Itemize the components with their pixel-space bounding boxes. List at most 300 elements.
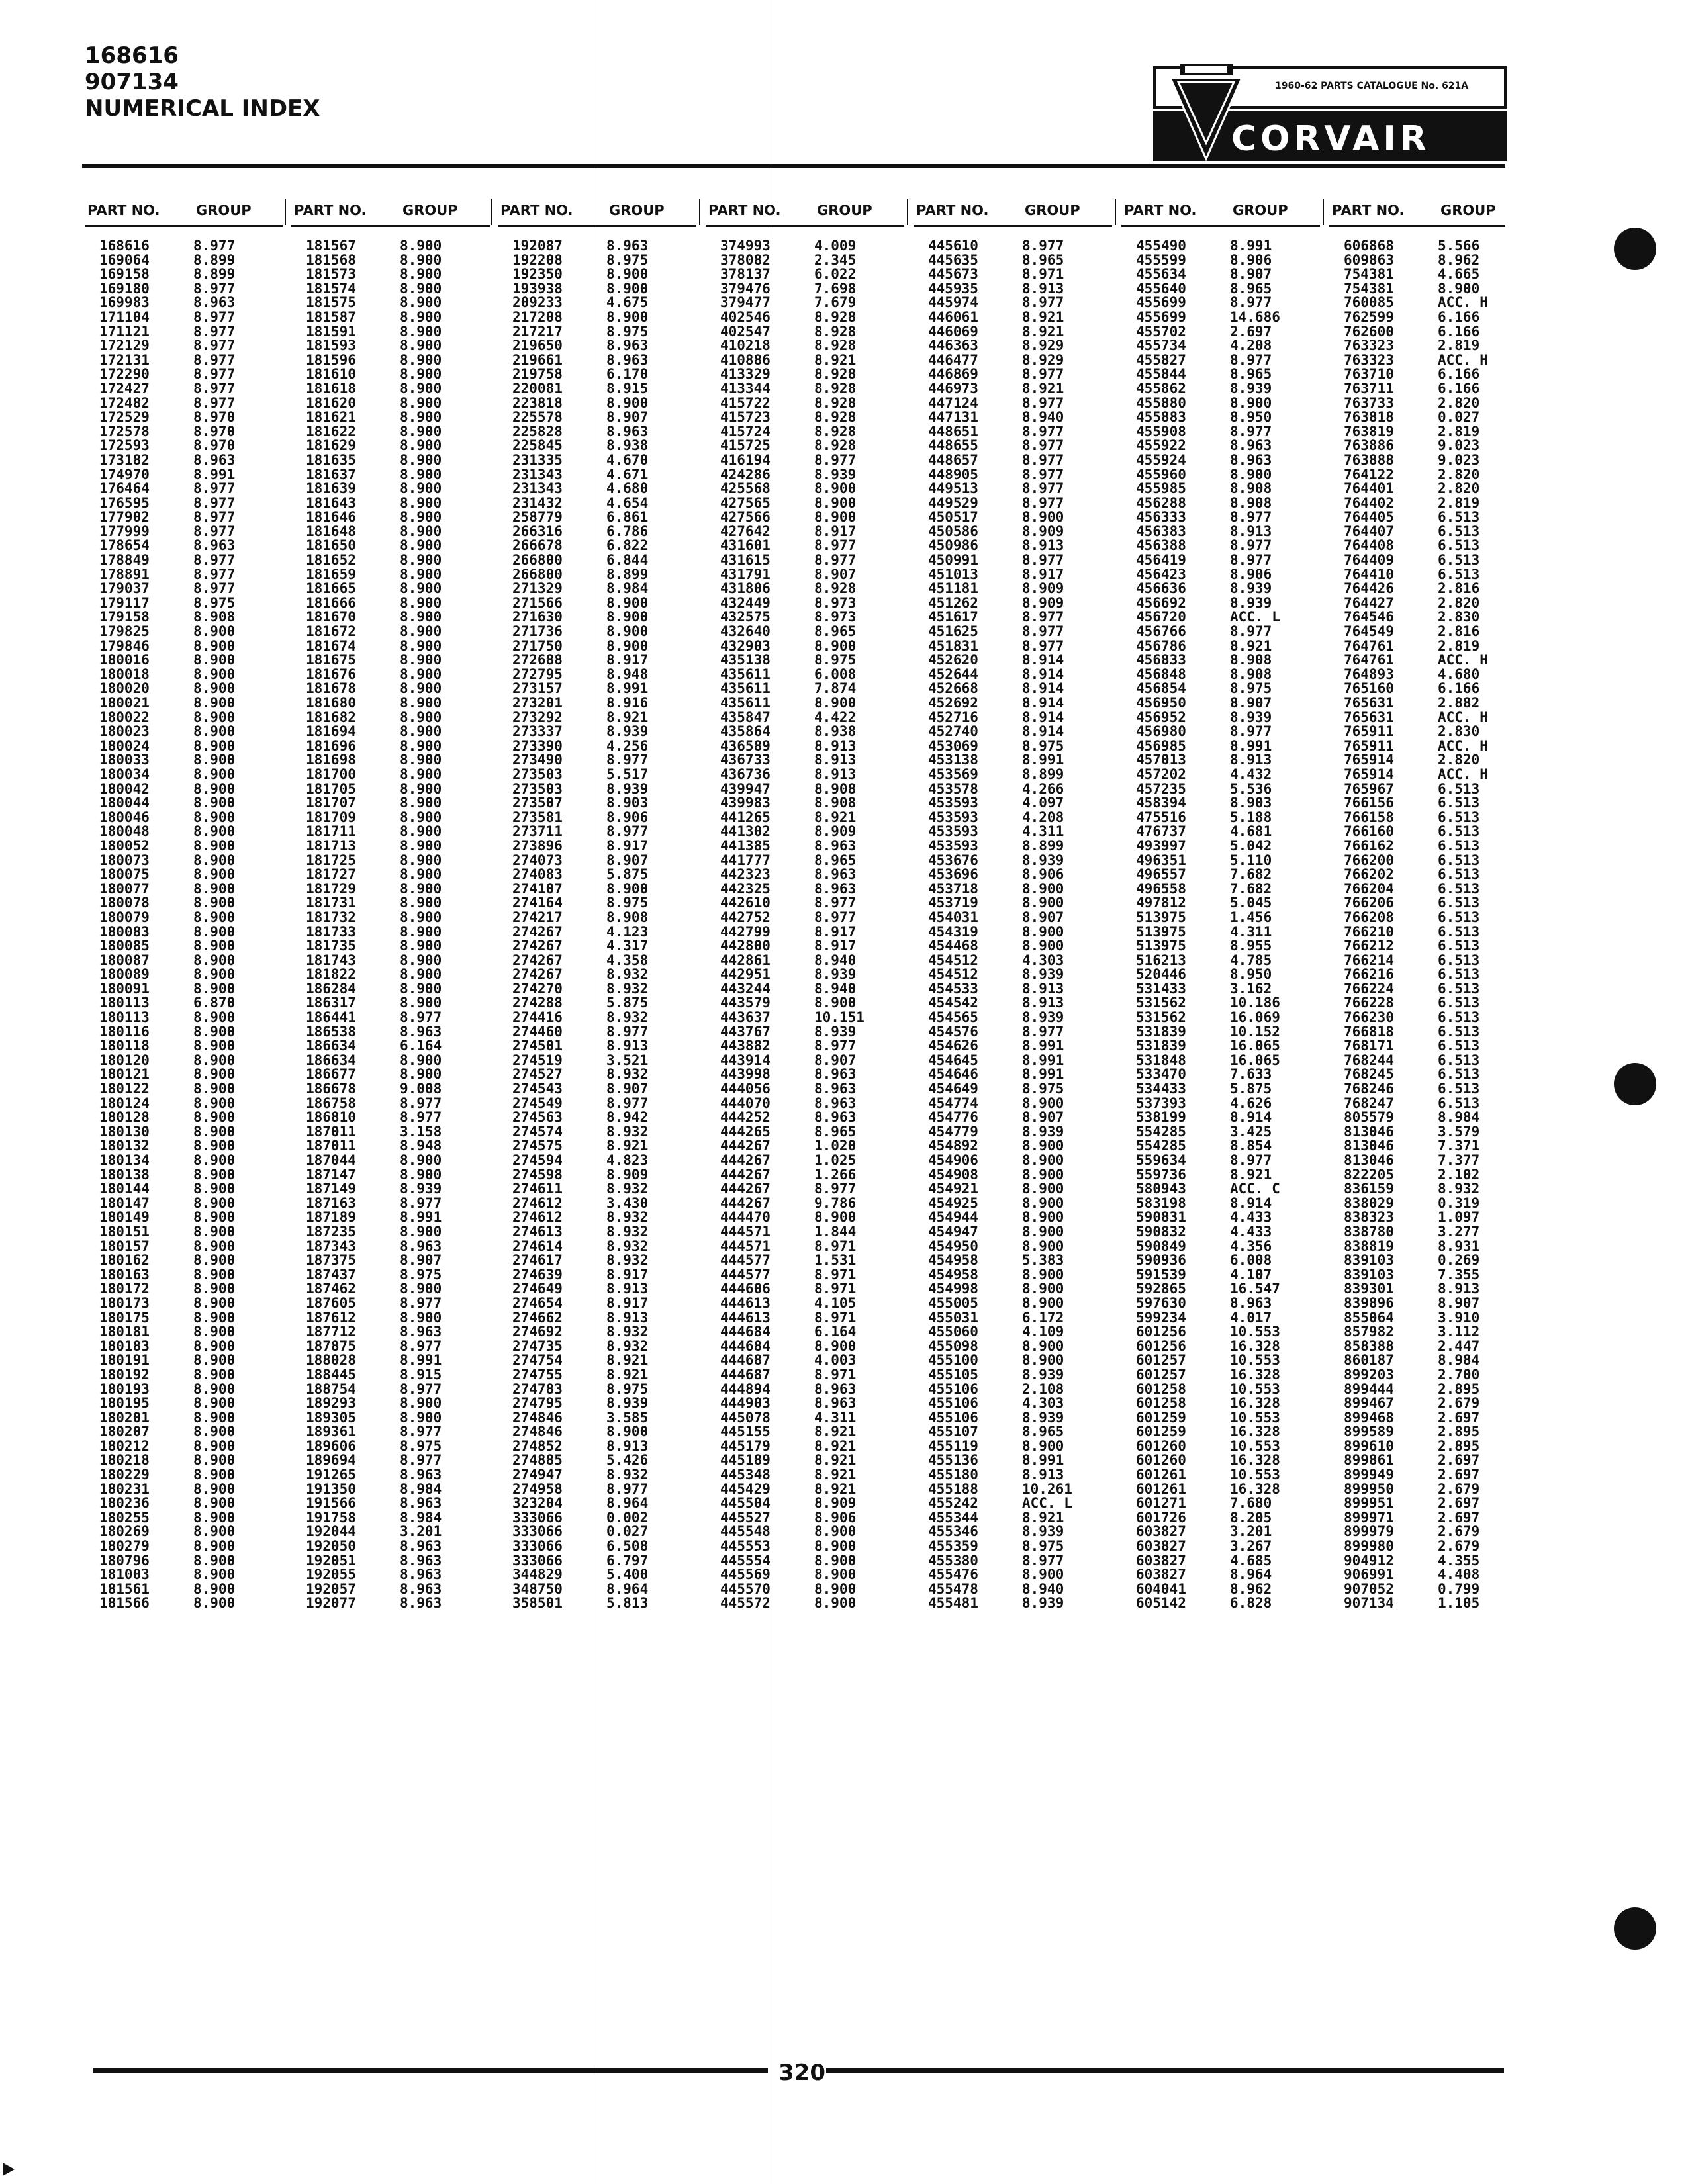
index-row: [498, 610, 696, 625]
index-row: [85, 739, 283, 754]
index-row: [706, 1054, 904, 1068]
index-row: [1121, 1297, 1320, 1311]
index-row: [85, 1225, 283, 1240]
index-row: [706, 496, 904, 511]
index-row: [498, 625, 696, 639]
index-row: [291, 768, 490, 782]
part-number: 450991: [928, 552, 978, 569]
group-number: 0.799: [1438, 1580, 1480, 1597]
group-number: 6.513: [1438, 523, 1480, 539]
index-row: [85, 939, 283, 954]
index-row: [1329, 968, 1505, 982]
part-number: 181621: [306, 409, 356, 426]
part-number: 378082: [720, 251, 771, 268]
part-number: 435611: [720, 666, 771, 682]
group-number: 1.097: [1438, 1209, 1480, 1226]
group-number: 8.900: [1022, 1138, 1064, 1154]
index-row: [85, 1368, 283, 1383]
index-row: [1329, 239, 1505, 253]
group-number: 5.536: [1230, 780, 1272, 797]
part-number: 180229: [99, 1467, 150, 1483]
part-number: 432575: [720, 609, 771, 625]
index-row: [498, 396, 696, 411]
index-row: [291, 582, 490, 596]
group-number: 4.358: [606, 952, 649, 968]
part-number: 455844: [1136, 366, 1186, 383]
group-number: 2.819: [1438, 423, 1480, 439]
group-number: 6.022: [814, 266, 857, 283]
group-number: 6.166: [1438, 366, 1480, 383]
part-number: 180796: [99, 1552, 150, 1569]
index-column: [1121, 199, 1320, 1611]
part-number: 180134: [99, 1152, 150, 1168]
index-row: [914, 1011, 1112, 1025]
group-number: 8.900: [193, 1209, 236, 1226]
group-number: 8.914: [1022, 709, 1064, 725]
index-row: [1329, 682, 1505, 696]
group-number: 8.984: [1438, 1109, 1480, 1126]
index-row: [706, 1125, 904, 1140]
index-row: [85, 639, 283, 654]
part-number: 274073: [512, 852, 563, 868]
part-number: 538199: [1136, 1109, 1186, 1126]
part-number: 187149: [306, 1181, 356, 1197]
index-row: [706, 382, 904, 396]
part-number: 181670: [306, 609, 356, 625]
group-number: 8.963: [400, 1495, 442, 1512]
part-number: 220081: [512, 380, 563, 396]
group-number: 8.900: [193, 752, 236, 768]
group-number: 4.355: [1438, 1552, 1480, 1569]
index-row: [498, 453, 696, 468]
part-number: 266800: [512, 566, 563, 582]
group-number: 8.900: [400, 609, 442, 625]
index-row: [291, 282, 490, 296]
index-row: [1121, 510, 1320, 525]
group-number: 10.186: [1230, 995, 1280, 1011]
index-row: [1329, 668, 1505, 682]
part-number: 455107: [928, 1424, 978, 1440]
part-number: 899467: [1344, 1395, 1394, 1412]
part-number: 454319: [928, 923, 978, 940]
part-number: 181731: [306, 895, 356, 911]
index-row: [1121, 639, 1320, 654]
part-number: 855064: [1344, 1309, 1394, 1326]
part-number: 435611: [720, 680, 771, 697]
index-row: [914, 1383, 1112, 1397]
index-row: [1329, 1554, 1505, 1569]
part-number: 443914: [720, 1052, 771, 1068]
part-number: 442861: [720, 952, 771, 968]
index-row: [706, 1353, 904, 1368]
index-row: [706, 453, 904, 468]
part-number: 181574: [306, 280, 356, 296]
group-number: 6.513: [1438, 1066, 1480, 1083]
group-number: 8.900: [400, 780, 442, 797]
part-number: 181650: [306, 537, 356, 554]
part-number: 231343: [512, 480, 563, 497]
index-row: [291, 453, 490, 468]
part-number: 454645: [928, 1052, 978, 1068]
part-number: 176464: [99, 480, 150, 497]
group-number: 8.977: [1230, 351, 1272, 368]
index-row: [498, 696, 696, 711]
part-number: 448651: [928, 423, 978, 439]
group-number: 8.971: [814, 1366, 857, 1383]
index-row: [1329, 1496, 1505, 1511]
index-row: [85, 725, 283, 739]
group-number: 8.977: [193, 580, 236, 597]
group-number: 8.900: [193, 1009, 236, 1026]
group-number: 8.963: [400, 1467, 442, 1483]
group-number: 6.508: [606, 1538, 649, 1555]
part-number: 455699: [1136, 308, 1186, 325]
index-row: [1121, 525, 1320, 539]
group-number: 8.900: [814, 494, 857, 511]
index-row: [291, 1097, 490, 1111]
group-number: 6.513: [1438, 952, 1480, 968]
index-row: [1121, 1383, 1320, 1397]
group-number: 8.971: [814, 1309, 857, 1326]
index-row: [1329, 625, 1505, 639]
part-number: 455242: [928, 1495, 978, 1512]
index-row: [85, 1168, 283, 1183]
part-number: 180172: [99, 1281, 150, 1297]
group-number: ACC. L: [1230, 609, 1280, 625]
part-number: 444613: [720, 1309, 771, 1326]
part-number: 455100: [928, 1352, 978, 1369]
part-number: 454626: [928, 1038, 978, 1054]
index-row: [706, 1496, 904, 1511]
index-row: [914, 653, 1112, 668]
index-row: [1329, 1082, 1505, 1097]
index-row: [85, 1197, 283, 1211]
index-row: [1329, 854, 1505, 868]
index-row: [1121, 868, 1320, 882]
group-number: 8.917: [1022, 566, 1064, 582]
group-number: 8.900: [814, 637, 857, 654]
part-number: 513975: [1136, 923, 1186, 940]
index-row: [1121, 1068, 1320, 1082]
index-row: [706, 1197, 904, 1211]
part-number: 559634: [1136, 1152, 1186, 1168]
group-number: 8.965: [814, 623, 857, 640]
group-number: 8.900: [400, 280, 442, 296]
index-row: [291, 1596, 490, 1611]
index-row: [1121, 854, 1320, 868]
part-number: 601257: [1136, 1366, 1186, 1383]
group-number: 8.900: [400, 880, 442, 897]
index-row: [706, 1225, 904, 1240]
part-number: 180077: [99, 880, 150, 897]
part-number: 765967: [1344, 780, 1394, 797]
index-row: [706, 911, 904, 925]
group-number: 8.977: [1022, 494, 1064, 511]
part-number: 597630: [1136, 1295, 1186, 1311]
group-number: 7.682: [1230, 866, 1272, 883]
index-row: [1329, 1353, 1505, 1368]
index-row: [291, 325, 490, 340]
group-number: 8.900: [193, 1437, 236, 1454]
index-row: [914, 725, 1112, 739]
part-number: 456985: [1136, 737, 1186, 754]
group-number: 8.965: [814, 1123, 857, 1140]
index-row: [1121, 768, 1320, 782]
part-number: 172482: [99, 394, 150, 411]
group-number: 8.900: [606, 1424, 649, 1440]
index-row: [706, 1468, 904, 1482]
group-number: 6.513: [1438, 780, 1480, 797]
index-row: [85, 1396, 283, 1411]
group-number: 0.269: [1438, 1252, 1480, 1269]
group-number: 4.317: [606, 938, 649, 954]
index-row: [1329, 1054, 1505, 1068]
group-number: 8.963: [814, 866, 857, 883]
group-number: 8.900: [400, 1166, 442, 1183]
group-number: 3.521: [606, 1052, 649, 1068]
group-number: 4.017: [1230, 1309, 1272, 1326]
part-number: 455880: [1136, 394, 1186, 411]
group-number: 8.907: [606, 852, 649, 868]
group-number: 8.977: [1022, 437, 1064, 454]
part-number: 456720: [1136, 609, 1186, 625]
index-row: [498, 854, 696, 868]
group-number: 2.345: [814, 251, 857, 268]
index-row: [914, 996, 1112, 1011]
group-number: 8.900: [400, 623, 442, 640]
part-number: 454542: [928, 995, 978, 1011]
index-row: [914, 954, 1112, 968]
group-number: 8.977: [606, 823, 649, 840]
group-number: 2.697: [1438, 1467, 1480, 1483]
part-number: 456333: [1136, 509, 1186, 525]
part-number: 435138: [720, 652, 771, 668]
index-row: [291, 1468, 490, 1482]
index-row: [85, 1210, 283, 1225]
logo-wordmark: CORVAIR: [1231, 119, 1430, 159]
index-row: [914, 1154, 1112, 1168]
group-number: 8.900: [400, 652, 442, 668]
group-number: 7.680: [1230, 1495, 1272, 1512]
index-row: [498, 1539, 696, 1554]
index-row: [498, 825, 696, 839]
group-number: 8.917: [606, 837, 649, 854]
index-row: [1121, 1139, 1320, 1154]
index-row: [291, 1368, 490, 1383]
part-number: 454906: [928, 1152, 978, 1168]
index-row: [914, 1482, 1112, 1497]
part-number: 513975: [1136, 909, 1186, 925]
group-number: 8.900: [400, 952, 442, 968]
part-number: 766224: [1344, 980, 1394, 997]
group-number: 8.900: [193, 1409, 236, 1426]
part-number: 180024: [99, 737, 150, 754]
index-row: [291, 396, 490, 411]
part-number: 822205: [1344, 1166, 1394, 1183]
part-number: 805579: [1344, 1109, 1394, 1126]
index-row: [1121, 553, 1320, 568]
part-number: 187712: [306, 1324, 356, 1340]
index-row: [914, 496, 1112, 511]
part-number: 266316: [512, 523, 563, 539]
index-row: [1121, 1125, 1320, 1140]
group-number: 8.963: [606, 423, 649, 439]
index-row: [706, 296, 904, 310]
index-row: [1121, 839, 1320, 854]
group-header: GROUP: [196, 203, 252, 218]
index-row: [1329, 1039, 1505, 1054]
index-row: [498, 325, 696, 340]
part-number: 601257: [1136, 1352, 1186, 1369]
part-number: 444267: [720, 1195, 771, 1211]
index-row: [914, 882, 1112, 897]
group-number: 8.939: [400, 1181, 442, 1197]
part-number: 454776: [928, 1109, 978, 1126]
group-number: 8.900: [193, 880, 236, 897]
part-number: 274598: [512, 1166, 563, 1183]
index-row: [1121, 410, 1320, 425]
part-number: 493997: [1136, 837, 1186, 854]
index-row: [914, 668, 1112, 682]
index-row: [291, 939, 490, 954]
index-row: [498, 1011, 696, 1025]
group-number: 8.928: [814, 409, 857, 426]
group-number: 8.900: [193, 938, 236, 954]
group-number: 16.065: [1230, 1052, 1280, 1068]
binder-hole: [1614, 1907, 1656, 1950]
group-number: 8.971: [814, 1281, 857, 1297]
index-row: [498, 668, 696, 682]
part-number: 189361: [306, 1424, 356, 1440]
index-row: [706, 639, 904, 654]
part-number: 455119: [928, 1437, 978, 1454]
part-number: 274575: [512, 1138, 563, 1154]
index-row: [498, 1268, 696, 1283]
index-row: [914, 1253, 1112, 1268]
group-number: 8.900: [400, 695, 442, 711]
group-header: GROUP: [1025, 203, 1080, 218]
group-number: 8.921: [1230, 1166, 1272, 1183]
index-row: [1121, 1468, 1320, 1482]
group-number: 8.900: [193, 666, 236, 682]
group-number: 8.900: [1022, 938, 1064, 954]
part-number: 192051: [306, 1552, 356, 1569]
group-number: 8.963: [814, 1066, 857, 1083]
index-row: [498, 653, 696, 668]
index-row: [291, 796, 490, 811]
index-row: [85, 1039, 283, 1054]
group-number: 8.948: [606, 666, 649, 682]
index-row: [706, 425, 904, 439]
index-row: [291, 1340, 490, 1354]
part-number: 180052: [99, 837, 150, 854]
part-number: 766162: [1344, 837, 1394, 854]
index-row: [706, 825, 904, 839]
index-row: [85, 1453, 283, 1468]
index-row: [1121, 1025, 1320, 1040]
index-row: [914, 1411, 1112, 1426]
group-number: 8.900: [1022, 1223, 1064, 1240]
group-number: 8.977: [400, 1452, 442, 1469]
group-number: 8.913: [606, 1281, 649, 1297]
part-number: 764761: [1344, 637, 1394, 654]
part-number: 531433: [1136, 980, 1186, 997]
group-number: 8.977: [606, 1480, 649, 1497]
index-row: [706, 468, 904, 482]
index-row: [85, 1240, 283, 1254]
group-number: 8.899: [193, 266, 236, 283]
part-number: 455359: [928, 1538, 978, 1555]
index-row: [498, 1282, 696, 1297]
part-number: 180231: [99, 1480, 150, 1497]
index-row: [1121, 1411, 1320, 1426]
group-number: 8.900: [400, 966, 442, 983]
group-number: 6.166: [1438, 380, 1480, 396]
part-number: 180175: [99, 1309, 150, 1326]
part-number: 447124: [928, 394, 978, 411]
index-row: [85, 696, 283, 711]
index-row: [914, 1139, 1112, 1154]
index-row: [291, 1496, 490, 1511]
group-number: 8.975: [193, 594, 236, 611]
part-number: 453593: [928, 823, 978, 840]
part-number: 447131: [928, 409, 978, 426]
group-number: 8.929: [1022, 338, 1064, 354]
group-number: 8.977: [1022, 238, 1064, 253]
index-row: [914, 239, 1112, 253]
index-row: [706, 939, 904, 954]
index-row: [85, 1411, 283, 1426]
index-row: [914, 1511, 1112, 1525]
group-number: 9.008: [400, 1081, 442, 1097]
group-number: 8.900: [193, 766, 236, 782]
group-number: 8.908: [1230, 666, 1272, 682]
group-number: 6.513: [1438, 795, 1480, 811]
part-number: 899203: [1344, 1366, 1394, 1383]
part-number: 258779: [512, 509, 563, 525]
group-number: 8.939: [1022, 1123, 1064, 1140]
group-number: 8.900: [400, 852, 442, 868]
group-number: 8.932: [606, 1238, 649, 1254]
index-row: [1121, 253, 1320, 268]
part-number: 186538: [306, 1023, 356, 1040]
index-row: [1121, 468, 1320, 482]
index-row: [1121, 1511, 1320, 1525]
part-number: 180085: [99, 938, 150, 954]
index-row: [85, 539, 283, 553]
part-number: 452716: [928, 709, 978, 725]
part-number: 181713: [306, 837, 356, 854]
group-number: 4.107: [1230, 1266, 1272, 1283]
index-row: [914, 267, 1112, 282]
part-number: 181591: [306, 323, 356, 340]
part-number: 231335: [512, 451, 563, 468]
part-number: 441265: [720, 809, 771, 825]
part-number: 764893: [1344, 666, 1394, 682]
index-row: [85, 1596, 283, 1611]
index-row: [498, 1039, 696, 1054]
group-number: 8.900: [193, 1338, 236, 1354]
group-number: 4.003: [814, 1352, 857, 1369]
part-number: 180147: [99, 1195, 150, 1211]
part-number: 271630: [512, 609, 563, 625]
group-number: 10.553: [1230, 1381, 1280, 1397]
part-number: 378137: [720, 266, 771, 283]
part-number: 181729: [306, 880, 356, 897]
index-row: [1121, 1097, 1320, 1111]
part-number: 455922: [1136, 437, 1186, 454]
index-row: [1121, 911, 1320, 925]
